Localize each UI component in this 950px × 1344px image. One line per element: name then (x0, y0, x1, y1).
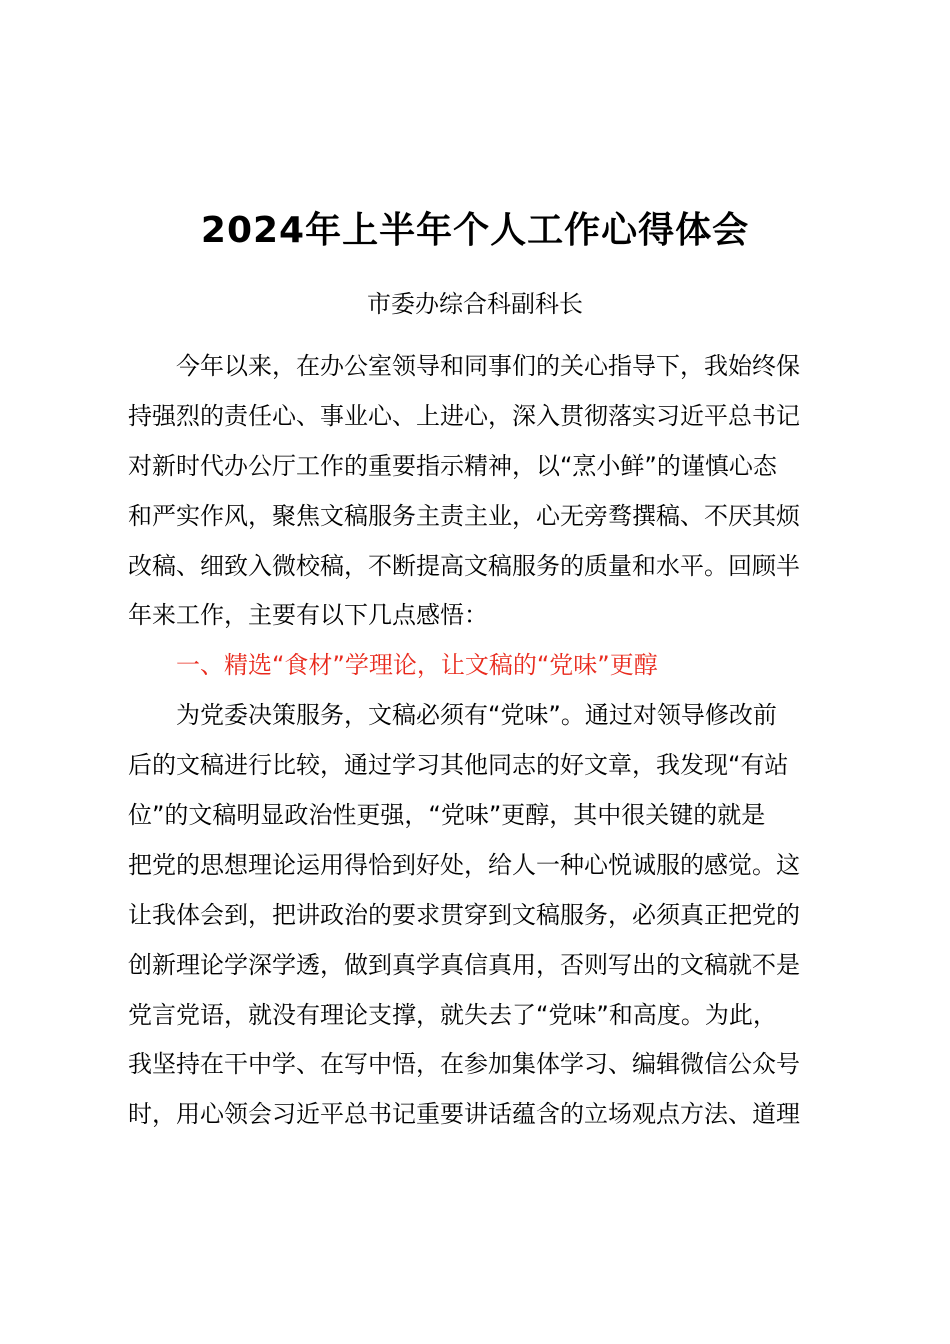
document-title: 2024年上半年个人工作心得体会 (200, 210, 750, 251)
paragraph-line: 位”的文稿明显政治性更强，“党味”更醇，其中很关键的就是 (128, 801, 766, 830)
section-heading: 一、精选“食材”学理论，让文稿的“党味”更醇 (176, 651, 658, 680)
paragraph-line: 让我体会到，把讲政治的要求贯穿到文稿服务，必须真正把党的 (128, 900, 800, 929)
document-body (128, 342, 848, 1140)
paragraph-line: 对新时代办公厅工作的重要指示精神，以“烹小鲜”的谨慎心态 (128, 451, 777, 480)
paragraph-line: 创新理论学深学透，做到真学真信真用，否则写出的文稿就不是 (128, 950, 800, 979)
paragraph-line: 年来工作，主要有以下几点感悟： (128, 601, 488, 630)
paragraph-line: 党言党语，就没有理论支撑，就失去了“党味”和高度。为此， (128, 1000, 777, 1029)
document-author: 市委办综合科副科长 (367, 290, 583, 318)
paragraph-line: 和严实作风，聚焦文稿服务主责主业，心无旁骛撰稿、不厌其烦 (128, 501, 800, 530)
paragraph-line: 时，用心领会习近平总书记重要讲话蕴含的立场观点方法、道理 (128, 1100, 800, 1129)
paragraph-line: 持强烈的责任心、事业心、上进心，深入贯彻落实习近平总书记 (128, 401, 800, 430)
paragraph-line: 改稿、细致入微校稿，不断提高文稿服务的质量和水平。回顾半 (128, 551, 800, 580)
paragraph-line: 我坚持在干中学、在写中悟，在参加集体学习、编辑微信公众号 (128, 1050, 800, 1079)
paragraph-line: 把党的思想理论运用得恰到好处，给人一种心悦诚服的感觉。这 (128, 850, 800, 879)
paragraph-line: 后的文稿进行比较，通过学习其他同志的好文章，我发现“有站 (128, 751, 789, 780)
paragraph-line: 今年以来，在办公室领导和同事们的关心指导下，我始终保 (176, 352, 800, 380)
paragraph-line: 为党委决策服务，文稿必须有“党味”。通过对领导修改前 (176, 701, 777, 730)
